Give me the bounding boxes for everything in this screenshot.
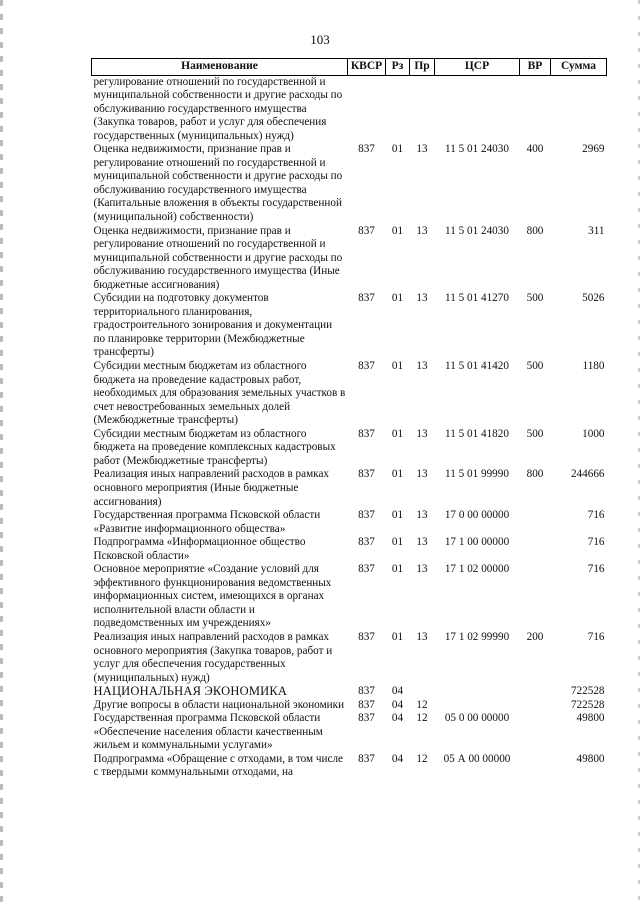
row-csr: 11 5 01 24030 [445, 143, 509, 156]
header-name: Наименование [92, 59, 348, 76]
row-pr: 12 [416, 712, 428, 725]
row-rz: 01 [391, 427, 404, 440]
row-pr: 13 [416, 630, 428, 643]
row-kvsr: 837 [358, 698, 375, 711]
table-row [92, 563, 607, 631]
row-rz: 04 [391, 685, 404, 698]
row-rz: 01 [391, 563, 404, 576]
row-csr: 05 А 00 00000 [443, 752, 511, 765]
row-vr [520, 509, 551, 536]
row-csr [435, 685, 520, 699]
row-sum: 716 [587, 536, 605, 549]
table-row [92, 143, 607, 224]
row-kvsr: 837 [358, 360, 375, 373]
row-name: Реализация иных направлений расходов в рамках основного мероприятия (Закупка товаров, работ и услуг для обеспечения государственных (муниципальных) нужд) [93, 630, 333, 684]
row-vr [520, 712, 551, 753]
row-sum: 311 [588, 224, 605, 237]
row-name: Субсидии на подготовку документов территориального планирования, градостроительного зонирования и документации по планировке территории (Межбюджетные трансферты) [93, 292, 333, 359]
row-rz [386, 75, 410, 143]
row-name: Подпрограмма «Информационное общество Псковской области» [93, 536, 306, 562]
row-pr: 13 [416, 360, 428, 373]
row-kvsr: 837 [358, 712, 375, 725]
scan-left-edge [0, 0, 3, 905]
table-header [92, 59, 607, 76]
row-rz: 01 [391, 360, 404, 373]
row-name: Субсидии местным бюджетам из областного бюджета на проведение кадастровых работ, необходимых для образования земельных участков в счет невостребованных земельных долей (Межбюджетные трансферты) [93, 360, 346, 427]
row-pr: 13 [416, 143, 428, 156]
row-kvsr: 837 [358, 630, 375, 643]
row-sum: 716 [587, 509, 605, 522]
row-kvsr: 837 [358, 563, 375, 576]
row-rz: 01 [391, 509, 404, 522]
table-row [92, 753, 607, 780]
row-sum: 49800 [576, 752, 605, 765]
row-sum: 716 [587, 563, 605, 576]
row-kvsr: 837 [358, 427, 375, 440]
row-name: Оценка недвижимости, признание прав и регулирование отношений по государственной и муниципальной собственности и другие расходы по обслуживанию государственного имущества (Капитальные вложения в объекты государственной (муниципальной) собственности) [93, 143, 343, 224]
row-vr [520, 699, 551, 713]
row-kvsr [348, 75, 386, 143]
row-vr [520, 563, 551, 631]
row-name: Подпрограмма «Обращение с отходами, в том числе с твердыми коммунальными отходами, на [93, 752, 344, 779]
row-vr [520, 536, 551, 563]
row-sum: 5026 [582, 292, 605, 305]
row-sum: 716 [587, 630, 605, 643]
table-row [92, 685, 607, 699]
row-csr [435, 75, 520, 143]
row-vr [520, 685, 551, 699]
row-kvsr: 837 [358, 509, 375, 522]
table-row [92, 225, 607, 293]
row-kvsr: 837 [358, 224, 375, 237]
row-name: Оценка недвижимости, признание прав и регулирование отношений по государственной и муниципальной собственности и другие расходы по обслуживанию государственного имущества (Иные бюджетные ассигнования) [93, 224, 343, 291]
row-rz: 04 [391, 712, 404, 725]
header-kvsr: КВСР [348, 59, 386, 76]
row-sum: 1000 [582, 427, 605, 440]
row-pr: 12 [416, 752, 428, 765]
row-vr: 400 [526, 143, 544, 156]
row-pr: 13 [416, 292, 428, 305]
budget-table [91, 58, 607, 780]
row-vr: 800 [526, 224, 544, 237]
row-rz: 01 [391, 468, 404, 481]
row-name: Государственная программа Псковской области «Обеспечение населения области качественным жильем и коммунальными услугами» [93, 712, 323, 752]
table-row [92, 75, 607, 143]
row-rz: 01 [391, 143, 404, 156]
row-csr: 17 1 02 99990 [444, 630, 510, 643]
row-csr: 11 5 01 41420 [445, 360, 509, 373]
header-rz: Рз [386, 59, 410, 76]
row-csr: 17 0 00 00000 [444, 509, 510, 522]
row-kvsr: 837 [358, 685, 375, 698]
row-kvsr: 837 [358, 752, 375, 765]
row-rz: 04 [391, 698, 404, 711]
row-name: НАЦИОНАЛЬНАЯ ЭКОНОМИКА [93, 684, 288, 699]
row-kvsr: 837 [358, 292, 375, 305]
row-pr: 13 [416, 427, 428, 440]
row-csr: 05 0 00 00000 [444, 712, 510, 725]
row-csr: 11 5 01 24030 [445, 224, 509, 237]
table-row [92, 428, 607, 469]
row-csr [435, 699, 520, 713]
header-sum: Сумма [551, 59, 607, 76]
table-row [92, 712, 607, 753]
row-rz: 01 [391, 536, 404, 549]
header-row [92, 59, 607, 76]
row-rz: 01 [391, 224, 404, 237]
row-csr: 17 1 00 00000 [444, 536, 510, 549]
table-row [92, 360, 607, 428]
row-vr [520, 753, 551, 780]
header-vr: ВР [520, 59, 551, 76]
row-kvsr: 837 [358, 143, 375, 156]
row-sum: 1180 [582, 360, 605, 373]
row-name: Государственная программа Псковской области «Развитие информационного общества» [93, 509, 321, 535]
row-csr: 17 1 02 00000 [444, 563, 510, 576]
table-row [92, 509, 607, 536]
row-kvsr: 837 [358, 468, 375, 481]
row-sum: 2969 [582, 143, 605, 156]
row-name: регулирование отношений по государственной и муниципальной собственности и другие расходы по обслуживанию государственного имущества (Закупка товаров, работ и услуг для обеспечения государственных (муниципальных) нужд) [93, 75, 343, 142]
row-pr: 13 [416, 563, 428, 576]
row-rz: 01 [391, 292, 404, 305]
table-body [92, 75, 607, 780]
row-csr: 11 5 01 99990 [445, 468, 509, 481]
row-pr: 13 [416, 224, 428, 237]
row-sum [551, 75, 607, 143]
table-row [92, 536, 607, 563]
row-pr: 12 [416, 698, 428, 711]
header-csr: ЦСР [435, 59, 520, 76]
row-pr: 13 [416, 468, 428, 481]
row-sum: 244666 [570, 468, 605, 481]
table-row [92, 699, 607, 713]
row-sum: 722528 [570, 685, 605, 698]
row-pr: 13 [416, 536, 428, 549]
table-row [92, 468, 607, 509]
row-pr [410, 75, 435, 143]
row-vr [520, 75, 551, 143]
header-pr: Пр [410, 59, 435, 76]
row-pr: 13 [416, 509, 428, 522]
page-number: 103 [310, 32, 330, 47]
row-vr: 500 [526, 427, 544, 440]
row-sum: 49800 [576, 712, 605, 725]
row-name: Субсидии местным бюджетам из областного бюджета на проведение комплексных кадастровых работ (Межбюджетные трансферты) [93, 427, 336, 467]
row-sum: 722528 [570, 698, 605, 711]
table-row [92, 292, 607, 360]
row-vr: 200 [526, 630, 544, 643]
row-rz: 01 [391, 630, 404, 643]
table-row [92, 631, 607, 685]
row-vr: 800 [526, 468, 544, 481]
row-vr: 500 [526, 292, 544, 305]
row-kvsr: 837 [358, 536, 375, 549]
row-csr: 11 5 01 41820 [445, 427, 509, 440]
row-rz: 04 [391, 752, 404, 765]
row-name: Другие вопросы в области национальной экономики [93, 698, 345, 711]
row-name: Основное мероприятие «Создание условий для эффективного функционирования ведомственных информационных систем, имеющихся в органах исполнительной власти области и подведомственных им учреждениях» [93, 563, 332, 630]
row-csr: 11 5 01 41270 [445, 292, 509, 305]
row-name: Реализация иных направлений расходов в рамках основного мероприятия (Иные бюджетные ассигнования) [93, 468, 330, 508]
row-vr: 500 [526, 360, 544, 373]
row-pr [410, 685, 435, 699]
